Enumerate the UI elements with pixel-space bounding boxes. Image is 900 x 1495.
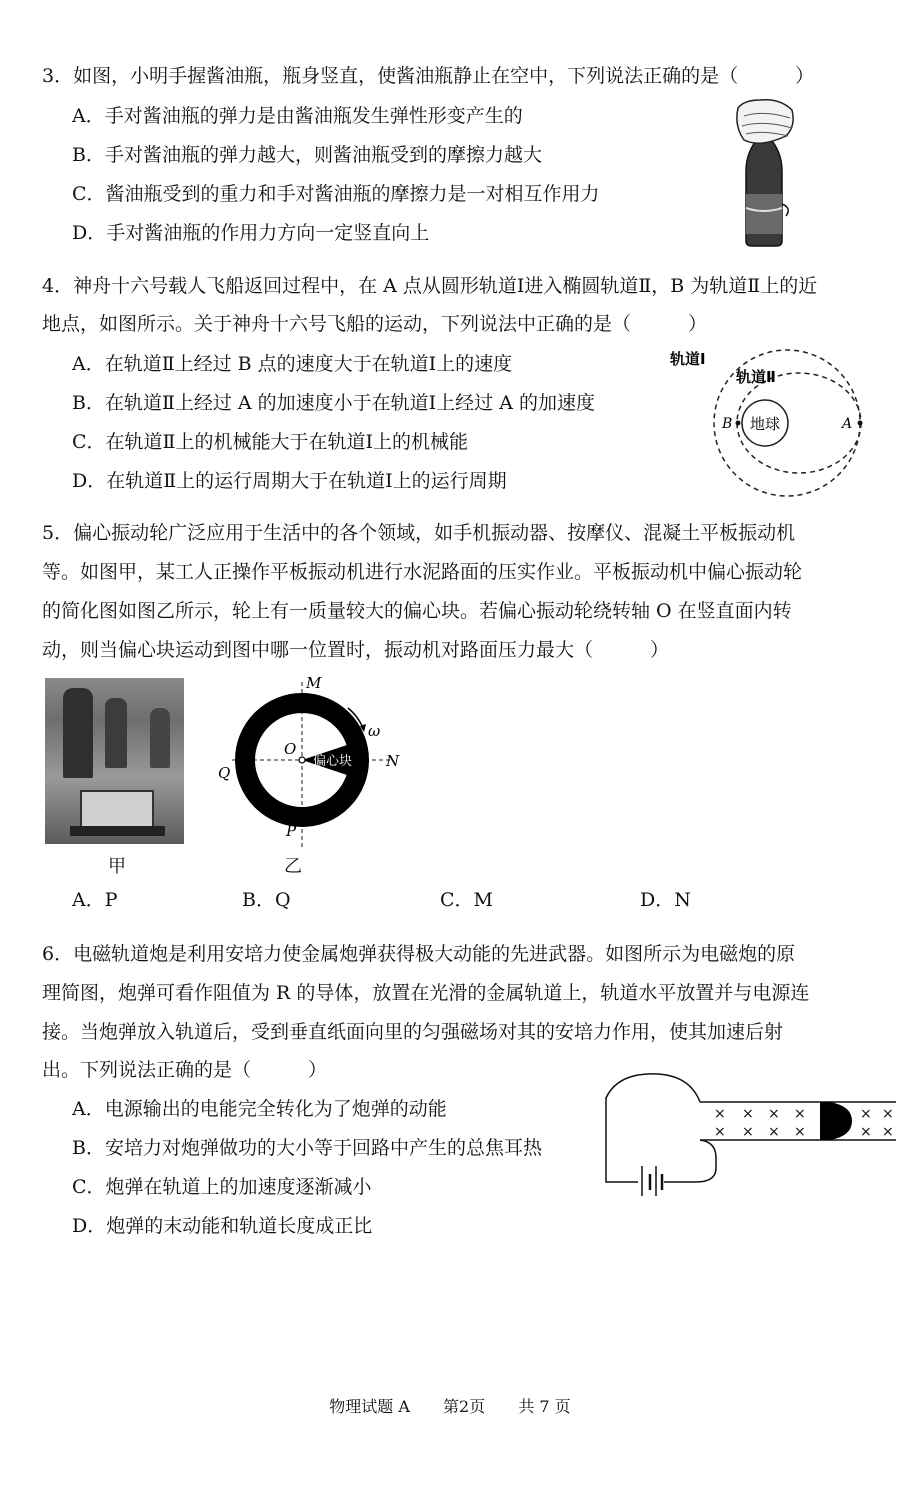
q6-stem-line-2: 理简图，炮弹可看作阻值为 R 的导体，放置在光滑的金属轨道上，轨道水平放置并与电源连 bbox=[42, 982, 810, 1004]
earth-label: 地球 bbox=[749, 415, 781, 433]
q4-stem-line-1: 4．神舟十六号载人飞船返回过程中，在 A 点从圆形轨道Ⅰ进入椭圆轨道Ⅱ，B 为轨道Ⅱ上的近 bbox=[42, 275, 818, 297]
orbit-1-label: 轨道Ⅰ bbox=[670, 350, 706, 368]
railgun-figure bbox=[598, 1068, 898, 1200]
footer-title: 物理试题 A bbox=[329, 1397, 410, 1416]
label-n: N bbox=[386, 752, 400, 770]
svg-text:×: × bbox=[882, 1106, 894, 1122]
svg-text:×: × bbox=[714, 1124, 726, 1140]
orbit-figure bbox=[664, 340, 864, 500]
label-m: M bbox=[306, 674, 322, 692]
projectile bbox=[820, 1102, 852, 1140]
magnetic-field-marks bbox=[714, 1106, 894, 1140]
q5-option-a: A．P bbox=[72, 889, 118, 911]
q3-option-d: D．手对酱油瓶的作用力方向一定竖直向上 bbox=[72, 222, 430, 244]
q5-stem-line-1: 5．偏心振动轮广泛应用于生活中的各个领域，如手机振动器、按摩仪、混凝土平板振动机 bbox=[42, 522, 796, 544]
svg-text:×: × bbox=[794, 1124, 806, 1140]
worker-photo bbox=[45, 678, 184, 844]
page-footer bbox=[0, 1394, 900, 1417]
svg-text:×: × bbox=[742, 1106, 754, 1122]
q5-option-c: C．M bbox=[440, 889, 493, 911]
q6-option-b: B．安培力对炮弹做功的大小等于回路中产生的总焦耳热 bbox=[72, 1137, 542, 1159]
q4-option-a: A．在轨道Ⅱ上经过 B 点的速度大于在轨道Ⅰ上的速度 bbox=[72, 353, 513, 375]
q5-option-b: B．Q bbox=[242, 889, 291, 911]
svg-text:×: × bbox=[768, 1106, 780, 1122]
svg-text:×: × bbox=[742, 1124, 754, 1140]
point-b-label: B bbox=[722, 416, 733, 432]
q3-option-b: B．手对酱油瓶的弹力越大，则酱油瓶受到的摩擦力越大 bbox=[72, 144, 542, 166]
q6-option-d: D．炮弹的末动能和轨道长度成正比 bbox=[72, 1215, 373, 1237]
soy-sauce-bottle-figure bbox=[730, 96, 800, 248]
point-a-label: A bbox=[842, 416, 853, 432]
q4-stem-line-2: 地点，如图所示。关于神舟十六号飞船的运动，下列说法中正确的是（ ） bbox=[42, 313, 708, 335]
svg-text:×: × bbox=[768, 1124, 780, 1140]
label-o: O bbox=[284, 740, 297, 758]
point-a-dot bbox=[858, 421, 863, 426]
q6-option-c: C．炮弹在轨道上的加速度逐渐减小 bbox=[72, 1176, 372, 1198]
q5-stem-line-2: 等。如图甲，某工人正操作平板振动机进行水泥路面的压实作业。平板振动机中偏心振动轮 bbox=[42, 561, 803, 583]
svg-text:×: × bbox=[794, 1106, 806, 1122]
q3-option-c: C．酱油瓶受到的重力和手对酱油瓶的摩擦力是一对相互作用力 bbox=[72, 183, 600, 205]
svg-text:×: × bbox=[860, 1124, 872, 1140]
q5-stem-line-4: 动，则当偏心块运动到图中哪一位置时，振动机对路面压力最大（ ） bbox=[42, 639, 670, 661]
q4-option-d: D．在轨道Ⅱ上的运行周期大于在轨道Ⅰ上的运行周期 bbox=[72, 470, 507, 492]
q4-option-c: C．在轨道Ⅱ上的机械能大于在轨道Ⅰ上的机械能 bbox=[72, 431, 468, 453]
orbit-2-label: 轨道Ⅱ bbox=[736, 368, 776, 386]
point-b-dot bbox=[736, 421, 741, 426]
q3-stem: 3．如图，小明手握酱油瓶，瓶身竖直，使酱油瓶静止在空中，下列说法正确的是（ ） bbox=[42, 65, 815, 87]
caption-yi: 乙 bbox=[284, 856, 302, 877]
q5-stem-line-3: 的简化图如图乙所示，轮上有一质量较大的偏心块。若偏心振动轮绕转轴 O 在竖直面内转 bbox=[42, 600, 792, 622]
footer-total: 共 7 页 bbox=[518, 1397, 571, 1416]
label-q: Q bbox=[218, 764, 231, 782]
q6-stem-line-3: 接。当炮弹放入轨道后，受到垂直纸面向里的匀强磁场对其的安培力作用，使其加速后射 bbox=[42, 1021, 784, 1043]
label-omega: ω bbox=[368, 722, 381, 740]
eccentric-wheel-figure bbox=[210, 672, 410, 852]
eccentric-block-label: 偏心块 bbox=[313, 754, 353, 769]
label-p: P bbox=[286, 822, 297, 840]
q6-option-a: A．电源输出的电能完全转化为了炮弹的动能 bbox=[72, 1098, 447, 1120]
caption-jia: 甲 bbox=[108, 856, 126, 877]
svg-text:×: × bbox=[860, 1106, 872, 1122]
footer-page: 第2页 bbox=[443, 1397, 486, 1416]
q3-option-a: A．手对酱油瓶的弹力是由酱油瓶发生弹性形变产生的 bbox=[72, 105, 523, 127]
q4-option-b: B．在轨道Ⅱ上经过 A 的加速度小于在轨道Ⅰ上经过 A 的加速度 bbox=[72, 392, 595, 414]
svg-text:×: × bbox=[714, 1106, 726, 1122]
svg-text:×: × bbox=[882, 1124, 894, 1140]
q6-stem-line-4: 出。下列说法正确的是（ ） bbox=[42, 1059, 328, 1081]
q5-option-d: D．N bbox=[640, 889, 691, 911]
q6-stem-line-1: 6．电磁轨道炮是利用安培力使金属炮弹获得极大动能的先进武器。如图所示为电磁炮的原 bbox=[42, 943, 796, 965]
